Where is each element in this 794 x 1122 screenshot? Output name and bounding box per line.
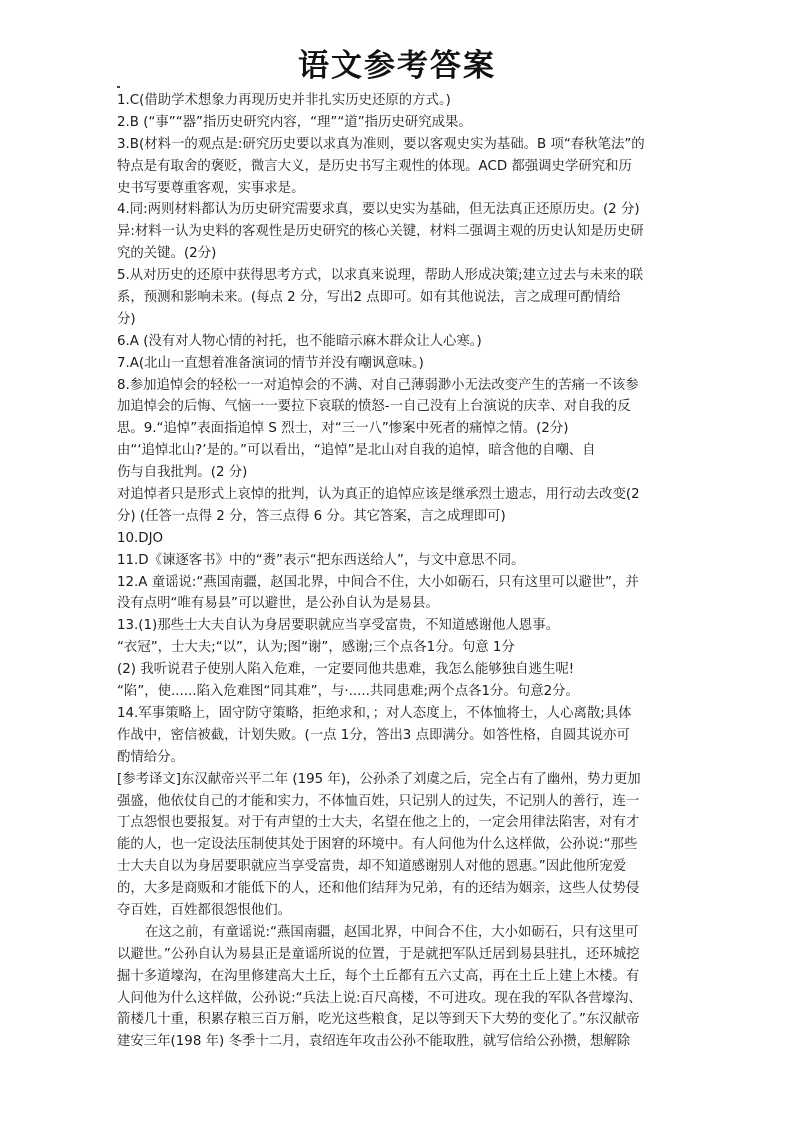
translation-line: 人问他为什么这样做，公孙说:“兵法上说:百尺高楼，不可进攻。现在我的军队各营壕沟、 xyxy=(117,990,642,1006)
translation-line: 士大夫自以为身居要职就应当享受富贵，却不知道感谢别人对他的恩惠。”因此他所宠爱 xyxy=(117,859,627,875)
answer-12-cont: 没有点明“唯有易县”可以避世，是公孙自认为是易县。 xyxy=(117,596,439,612)
answer-3-cont: 特点是有取舍的褒贬，微言大义，是历史书写主观性的体现。ACD 都强调史学研究和历 xyxy=(117,158,632,174)
translation-line: 的，大多是商贩和才能低下的人，还和他们结拜为兄弟，有的还结为姻亲，这些人仗势侵 xyxy=(117,881,640,897)
answer-1: 1.C(借助学术想象力再现历史并非扎实历史还原的方式。) xyxy=(117,93,451,108)
answer-9-cont: 由“‘追悼北山?’是的。”可以看出，“追悼”是北山对自我的追悼，暗含他的自嘲、自 xyxy=(117,443,596,459)
answer-6: 6.A (没有对人物心情的衬托，也不能暗示麻木群众让人心寒。) xyxy=(117,333,482,349)
answer-2: 2.B (“事”“器”指历史研究内容，“理”“道”指历史研究成果。 xyxy=(117,114,472,130)
answer-9: 思。9.“追悼”表面指追悼 S 烈士，对“三一八”惨案中死者的痛悼之情。(2分) xyxy=(117,421,569,437)
answer-7: 7.A(北山一直想着准备演词的情节并没有嘲讽意味。) xyxy=(117,355,424,371)
answer-5: 5.从对历史的还原中获得思考方式，以求真来说理，帮助人形成决策;建立过去与未来的联 xyxy=(117,268,644,284)
answer-4-cont: 异:材料一认为史料的客观性是历史研究的核心关键，材料二强调主观的历史认知是历史研 xyxy=(117,224,644,240)
answer-5-cont: 系，预测和影响未来。(每点 2 分，写出2 点即可。如有其他说法，言之成理可酌情给 xyxy=(117,290,621,306)
translation-line: 建安三年(198 年) 冬季十二月，袁绍连年攻击公孙不能取胜，就写信给公孙攒，想解除 xyxy=(117,1034,631,1050)
answer-8: 8.参加追悼会的轻松一一对追悼会的不满、对自己薄弱渺小无法改变产生的苦痛一不该参 xyxy=(117,377,639,393)
translation-line: 强盛，他依仗自己的才能和实力，不体恤百姓，只记别人的过失，不记别人的善行，连一 xyxy=(117,793,640,809)
answer-3-cont: 史书写要尊重客观，实事求是。 xyxy=(117,180,305,196)
answer-9-cont: 分) (任答一点得 2 分，答三点得 6 分。其它答案，言之成理即可) xyxy=(117,508,506,524)
answer-5-cont: 分) xyxy=(117,311,136,327)
translation-paragraph-2: 在这之前，有童谣说:“燕国南疆，赵国北界，中间合不住，大小如砺石，只有这里可 xyxy=(145,924,639,940)
answer-8-cont: 加追悼会的后悔、气恼一一要拉下哀联的愤怒-一自己没有上台演说的庆幸、对自我的反 xyxy=(117,399,631,415)
answer-3: 3.B(材料一的观点是:研究历史要以求真为准则，要以客观史实为基础。B 项“春秋笔法”的 xyxy=(117,136,645,152)
answer-14-cont: 作战中，密信被截，计划失败。(一点 1分，答出3 点即满分。如答性格，自圆其说亦可 xyxy=(117,727,630,743)
answer-4: 4.同:两则材料都认为历史研究需要求真，要以史实为基础，但无法真正还原历史。(2 分) xyxy=(117,202,640,218)
page-title: 语文参考答案 xyxy=(298,48,496,84)
answer-9-cont: 对追悼者只是形式上哀悼的批判，认为真正的追悼应该是继承烈士遗志，用行动去改变(2 xyxy=(117,487,640,503)
answer-9-cont: 伤与自我批判。(2 分) xyxy=(117,465,248,481)
answer-13-cont: “衣冠”，士大夫;“以”，认为;图“谢”，感谢;三个点各1分。句意 1分 xyxy=(117,640,515,656)
answer-13: 13.(1)那些士大夫自认为身居要职就应当享受富贵，不知道感谢他人恩事。 xyxy=(117,618,559,634)
translation-line: 掘十多道壕沟，在沟里修建高大土丘，每个土丘都有五六丈高，再在土丘上建上木楼。有 xyxy=(117,968,640,984)
answer-11: 11.D《谏逐客书》中的“赉”表示“把东西送给人”，与文中意思不同。 xyxy=(117,552,525,568)
translation-line: 丁点怨恨也要报复。对于有声望的士大夫，名望在他之上的，一定会用律法陷害，对有才 xyxy=(117,815,640,831)
translation-line: 夺百姓，百姓都很怨恨他们。 xyxy=(117,902,292,918)
answer-4-cont: 究的关键。(2分) xyxy=(117,246,217,262)
answer-14-cont: 酌情给分。 xyxy=(117,749,184,765)
answer-13-cont: “陷”，使......陷入危难图“同其难”，与·.....共同患难;两个点各1分。句意2分。 xyxy=(117,684,579,700)
answer-12: 12.A 童谣说:“燕国南疆，赵国北界，中间合不住，大小如砺石，只有这里可以避世”，并 xyxy=(117,574,639,590)
answer-body xyxy=(117,90,683,1053)
translation-line: [参考译文]东汉献帝兴平二年 (195 年)，公孙杀了刘虞之后，完全占有了幽州，势力更加 xyxy=(117,771,641,787)
answer-14: 14.军事策略上，固守防守策略，拒绝求和，；对人态度上，不体恤将士，人心离散;具体 xyxy=(117,705,632,721)
answer-13-cont: (2) 我听说君子使别人陷入危难，一定要同他共患难，我怎么能够独自逃生呢! xyxy=(117,662,575,678)
translation-line: 箭楼几十重，积累存粮三百万斛，吃光这些粮食，足以等到天下大势的变化了。”东汉献帝 xyxy=(117,1012,640,1028)
scan-mark xyxy=(117,86,120,88)
translation-line: 以避世。”公孙自认为易县正是童谣所说的位置，于是就把军队迁居到易县驻扎，还环城挖 xyxy=(117,946,640,962)
answer-10: 10.DJO xyxy=(117,530,164,546)
translation-line: 能的人，也一定设法压制使其处于困窘的环境中。有人问他为什么这样做，公孙说:“那些 xyxy=(117,837,638,853)
